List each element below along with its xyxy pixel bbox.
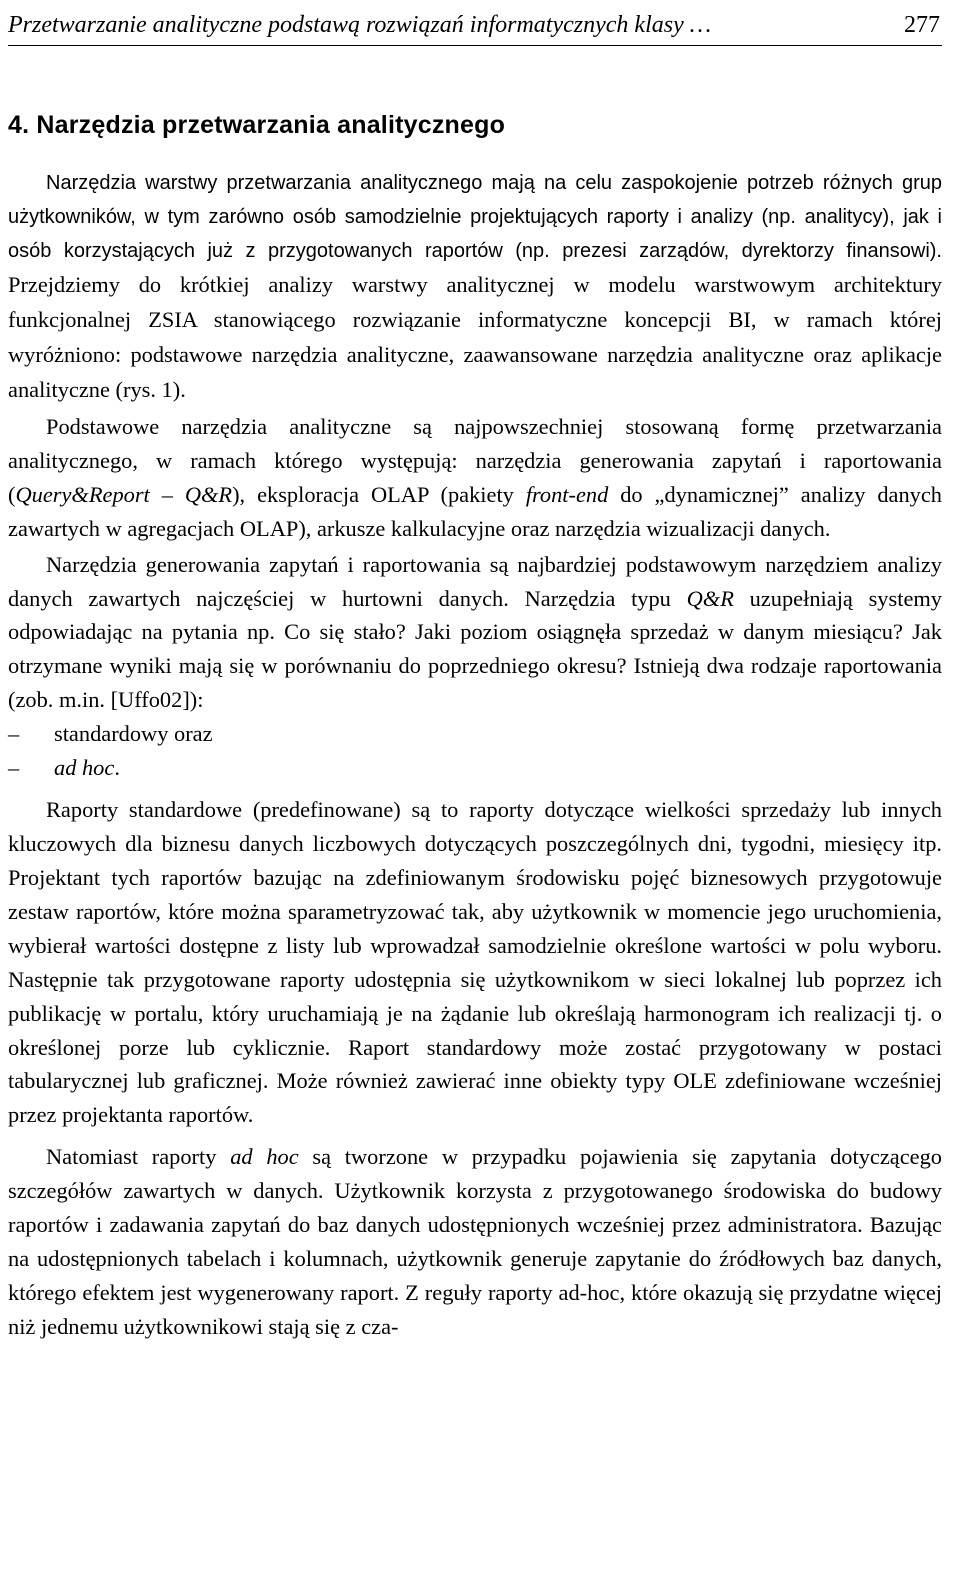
- paragraph-query-report: [8, 548, 942, 718]
- list-item-text: standardowy oraz: [54, 721, 213, 747]
- reporting-types-list: [8, 717, 942, 785]
- paragraph-adhoc-a: Natomiast raporty: [46, 1144, 231, 1170]
- paragraph-basic-tools: [8, 410, 942, 546]
- section-heading: 4. Narzędzia przetwarzania analitycznego: [8, 111, 506, 139]
- paragraph-basic-tools-c: do „dynamicznej” analizy danych zawartych w agregacjach OLAP), arkusze kalkulacyjne oraz narzędzia wizualizacji danych.: [8, 481, 942, 541]
- paragraph-standard-reports: Raporty standardowe (predefinowane) są to raporty dotyczące wielkości sprzedaży lub innych kluczowych dla biznesu danych liczbowych dotyczących poszczególnych dni, tygodni, miesięcy itp. Projektant tych raportów bazując na zdefiniowanym środowisku pojęć biznesowych przygotowuje zestaw raportów, które można sparametryzować tak, aby użytkownik w momencie jego uruchomienia, wybierał wartości dostępne z listy lub wprowadzał samodzielnie określone wartości w polu wyboru. Następnie tak przygotowane raporty udostępnia się użytkownikom w sieci lokalnej lub poprzez ich publikację w portalu, który uruchamiają je na żądanie lub określają harmonogram ich realizacji tj. o określonej porze lub cyklicznie. Raport standardowy może zostać przygotowany w postaci tabularycznej lub graficznej. Może również zawierać inne obiekty typy OLE zdefiniowane wcześniej przez projektanta raportów.: [8, 797, 942, 1128]
- paragraph-query-report-a: Narzędzia generowania zapytań i raportowania są najbardziej podstawowym narzędziem analizy danych zawartych najczęściej w hurtowni danych. Narzędzia typu: [8, 551, 942, 611]
- paragraph-adhoc-b: są tworzone w przypadku pojawienia się zapytania dotyczącego szczegółów zawartych w danych. Użytkownik korzysta z przygotowanego środowiska do budowy raportów i zadawania zapytań do baz danych udostępnionych wcześniej przez administratora. Bazując na udostępnionych tabelach i kolumnach, użytkownik generuje zapytanie do źródłowych baz danych, którego efektem jest wygenerowany raport. Z reguły raporty ad-hoc, które okazują się przydatne więcej niż jednemu użytkownikowi stają się z cza-: [8, 1144, 942, 1339]
- paragraph-basic-tools-a: Podstawowe narzędzia analityczne są najpowszechniej stosowaną formę przetwarzania analitycznego, w ramach którego występują: narzędzia generowania zapytań i raportowania (: [8, 414, 942, 507]
- list-item-text: ad hoc: [54, 755, 115, 781]
- page-body: [8, 105, 942, 1344]
- running-header: [8, 0, 942, 46]
- paragraph-query-report-em: Q&R: [686, 585, 734, 611]
- paragraph-basic-tools-em2: front-end: [525, 481, 609, 507]
- paragraph-intro: [8, 166, 942, 408]
- paragraph-basic-tools-em1: Query&Report – Q&R: [15, 481, 233, 507]
- paragraph-intro-continuation: Przejdziemy do krótkiej analizy warstwy analitycznej w modelu warstwowym architektury funkcjonalnej ZSIA stanowiącego rozwiązanie informatyczne koncepcji BI, w ramach której wyróżniono: podstawowe narzędzia analityczne, zaawansowane narzędzia analityczne oraz aplikacje analityczne (rys. 1).: [8, 272, 942, 402]
- list-item: [8, 717, 942, 751]
- paragraph-query-report-b: uzupełniają systemy odpowiadając na pytania np. Co się stało? Jaki poziom osiągnęła sprzedaż w danym miesiącu? Jak otrzymane wyniki mają się w porównaniu do poprzedniego okresu? Istnieją dwa rodzaje raportowania (zob. m.in. [Uffo02]):: [8, 585, 942, 713]
- list-item-punct: .: [114, 755, 120, 781]
- running-title: Przetwarzanie analityczne podstawą rozwiązań informatycznych klasy …: [8, 12, 712, 38]
- list-item: [8, 751, 942, 785]
- paragraph-basic-tools-b: ), eksploracja OLAP (pakiety: [232, 481, 526, 507]
- paragraph-adhoc-reports: [8, 1140, 942, 1343]
- paragraph-intro-text: Narzędzia warstwy przetwarzania analitycznego mają na celu zaspokojenie potrzeb różnych grup użytkowników, w tym zarówno osób samodzielnie projektujących raporty i analizy (np. analitycy), jak i osób korzystających już z przygotowanych raportów (np. prezesi zarządów, dyrektorzy finansowi).: [8, 172, 942, 262]
- page-number: 277: [904, 12, 940, 38]
- paragraph-adhoc-em: ad hoc: [230, 1144, 299, 1170]
